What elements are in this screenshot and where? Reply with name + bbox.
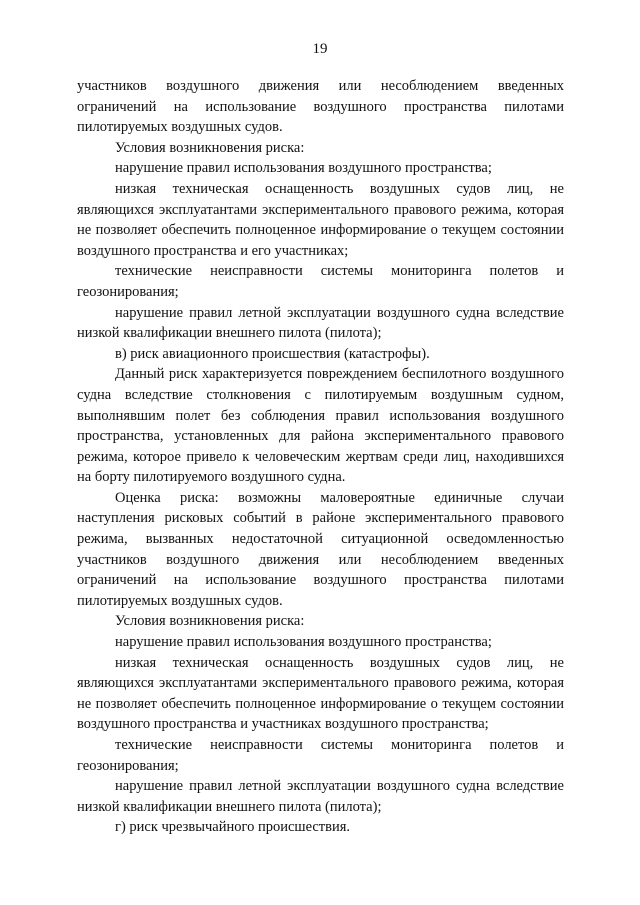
paragraph-3: нарушение правил использования воздушного пространства;	[115, 160, 492, 177]
page-number: 19	[312, 41, 328, 57]
paragraph-9: Оценка риска: возможны маловероятные единичные случаи наступления рисковых событий в районе экспериментального правового режима, вызванных недостаточной ситуационной осведомленностью участников воздушного движения или несоблюдением введенных ограничений на использование воздушного пространства пилотами пилотируемых воздушных судов.	[77, 489, 564, 609]
paragraph-4: низкая техническая оснащенность воздушных судов лиц, не являющихся эксплуатантами экспериментального правового режима, которая не позволяет обеспечить полноценное информирование о текущем состоянии воздушного пространства и его участниках;	[77, 180, 564, 259]
paragraph-11: нарушение правил использования воздушного пространства;	[115, 634, 492, 651]
paragraph-2: Условия возникновения риска:	[115, 139, 305, 156]
paragraph-1: участников воздушного движения или несоблюдением введенных ограничений на использование воздушного пространства пилотами пилотируемых воздушных судов.	[77, 78, 564, 136]
paragraph-7: в) риск авиационного происшествия (катастрофы).	[115, 345, 430, 362]
paragraph-13: технические неисправности системы мониторинга полетов и геозонирования;	[77, 737, 564, 774]
paragraph-6: нарушение правил летной эксплуатации воздушного судна вследствие низкой квалификации внешнего пилота (пилота);	[77, 304, 564, 342]
paragraph-14: нарушение правил летной эксплуатации воздушного судна вследствие низкой квалификации внешнего пилота (пилота);	[77, 778, 564, 815]
paragraph-10: Условия возникновения риска:	[115, 613, 305, 630]
paragraph-5: технические неисправности системы мониторинга полетов и геозонирования;	[77, 263, 564, 300]
paragraph-15: г) риск чрезвычайного происшествия.	[115, 819, 351, 836]
paragraph-12: низкая техническая оснащенность воздушных судов лиц, не являющихся эксплуатантами экспериментального правового режима, которая не позволяет обеспечить полноценное информирование о текущем состоянии воздушного пространства и участниках воздушного пространства;	[77, 654, 564, 733]
document-body	[77, 76, 564, 838]
paragraph-8: Данный риск характеризуется повреждением беспилотного воздушного судна вследствие столкновения с пилотируемым воздушным судном, выполнявшим полет без соблюдения правил использования воздушного пространства, установленных для района экспериментального правового режима, которое привело к человеческим жертвам среди лиц, находившихся на борту пилотируемого воздушного судна.	[77, 366, 564, 486]
